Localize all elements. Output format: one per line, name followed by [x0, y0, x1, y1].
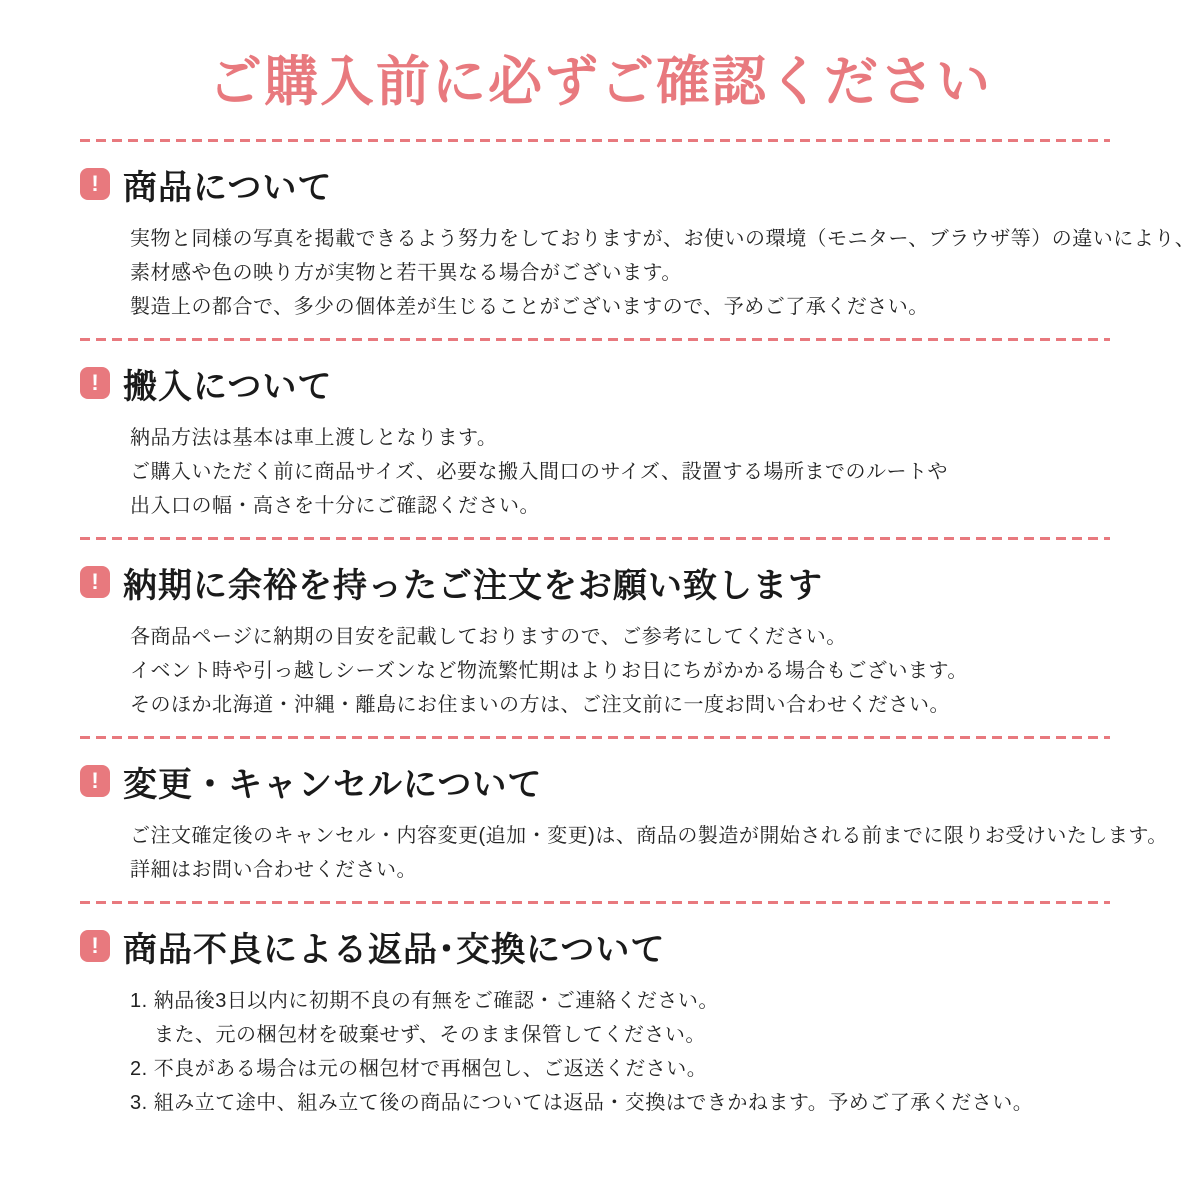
- section-body-line: イベント時や引っ越しシーズンなど物流繁忙期はよりお日にちがかかる場合もございます。: [130, 660, 968, 682]
- notice-section: [80, 341, 1110, 537]
- section-body-line: 素材感や色の映り方が実物と若干異なる場合がございます。: [130, 262, 682, 284]
- section-heading: 納期に余裕を持ったご注文をお願い致します: [123, 566, 823, 605]
- notice-section: [80, 904, 1110, 1134]
- section-heading: 変更・キャンセルについて: [123, 765, 543, 804]
- section-heading: 搬入について: [123, 367, 333, 406]
- section-body: [130, 819, 1168, 887]
- section-heading: 商品について: [123, 168, 333, 207]
- section-body-line: 3. 組み立て途中、組み立て後の商品については返品・交換はできかねます。予めご了承ください。: [130, 1092, 1034, 1114]
- alert-icon: !: [80, 367, 110, 399]
- alert-icon: !: [80, 566, 110, 598]
- section-header: [80, 166, 1110, 207]
- section-body-line: 実物と同様の写真を掲載できるよう努力をしておりますが、お使いの環境（モニター、ブラウザ等）の違いにより、: [130, 228, 1196, 250]
- notice-sections: [80, 139, 1196, 1134]
- section-body-line: また、元の梱包材を破棄せず、そのまま保管してください。: [154, 1024, 706, 1046]
- notice-section: [80, 739, 1168, 901]
- section-body-line: 各商品ページに納期の目安を記載しておりますので、ご参考にしてください。: [130, 626, 847, 648]
- page-title: ご購入前に必ずご確認ください: [208, 52, 992, 112]
- alert-icon: !: [80, 168, 110, 200]
- section-body: [130, 984, 1110, 1120]
- section-body: [130, 620, 1110, 722]
- section-body-line: 2. 不良がある場合は元の梱包材で再梱包し、ご返送ください。: [130, 1058, 708, 1080]
- alert-icon: !: [80, 930, 110, 962]
- notice-section: [80, 540, 1110, 736]
- section-header: [80, 763, 1110, 804]
- section-body-line: 詳細はお問い合わせください。: [130, 859, 417, 881]
- section-body-line: 製造上の都合で、多少の個体差が生じることがございますので、予めご了承ください。: [130, 296, 929, 318]
- section-body: [130, 421, 1110, 523]
- section-header: [80, 365, 1110, 406]
- section-body-line: 出入口の幅・高さを十分にご確認ください。: [130, 495, 540, 517]
- section-body-line: そのほか北海道・沖縄・離島にお住まいの方は、ご注文前に一度お問い合わせください。: [130, 694, 950, 716]
- section-body-line: 1. 納品後3日以内に初期不良の有無をご確認・ご連絡ください。: [130, 990, 719, 1012]
- section-header: [80, 564, 1110, 605]
- section-body: [130, 222, 1196, 324]
- section-body-line: ご注文確定後のキャンセル・内容変更(追加・変更)は、商品の製造が開始される前までに限りお受けいたします。: [130, 825, 1168, 847]
- alert-icon: !: [80, 765, 110, 797]
- section-header: [80, 928, 1110, 969]
- section-body-line: ご購入いただく前に商品サイズ、必要な搬入間口のサイズ、設置する場所までのルートや: [130, 461, 948, 483]
- section-body-line: 納品方法は基本は車上渡しとなります。: [130, 427, 498, 449]
- notice-section: [80, 142, 1196, 338]
- section-heading: 商品不良による返品･交換について: [123, 930, 666, 969]
